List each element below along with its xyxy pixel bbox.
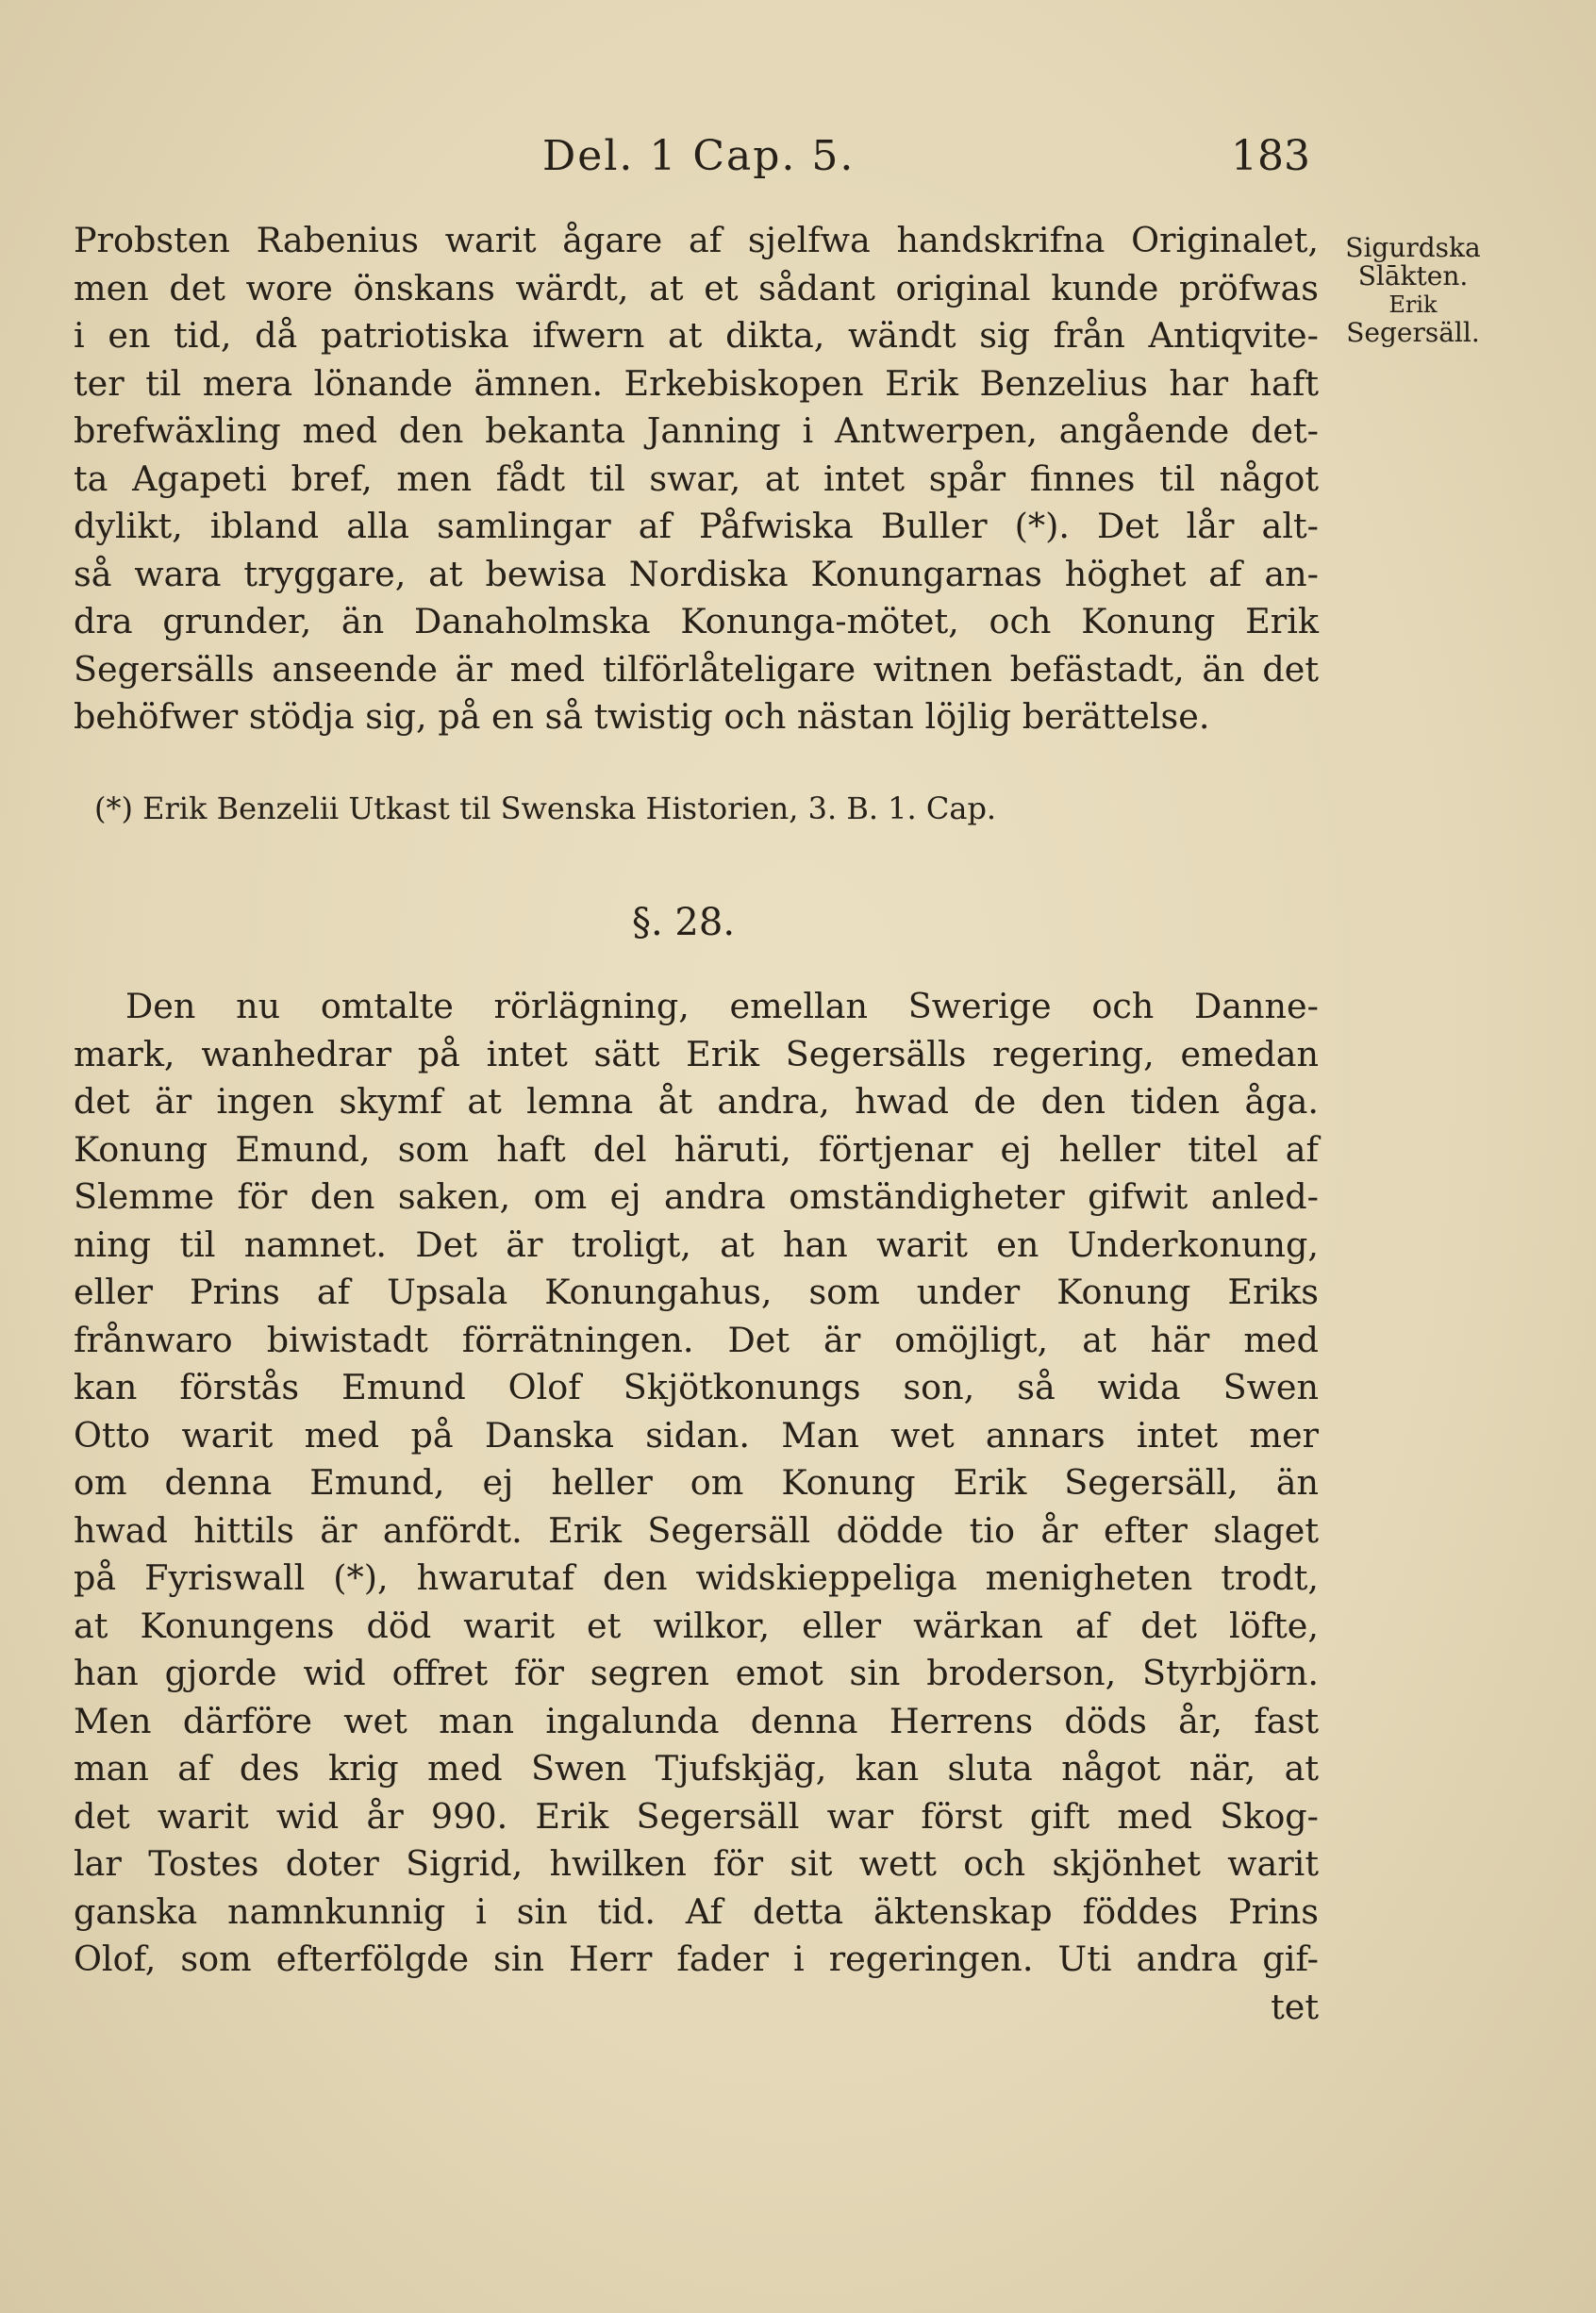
text-line: Segersälls anseende är med tilförlåteligare witnen befästadt, än det [74,648,1319,690]
text-line: Den nu omtalte rörlägning, emellan Swerige och Danne- [125,986,1319,1026]
text-line: Olof, som efterfölgde sin Herr fader i regeringen. Uti andra gif- [74,1939,1319,1979]
text-line: i en tid, då patriotiska ifwern at dikta, wändt sig från Antiqvite- [74,315,1319,356]
text-line: Slemme för den saken, om ej andra omständigheter gifwit anled- [74,1176,1319,1217]
text-line: kan förstås Emund Olof Skjötkonungs son, så wida Swen [74,1367,1319,1407]
running-title: Del. 1 Cap. 5. [542,132,856,180]
text-line: så wara tryggare, at bewisa Nordiska Konungarnas höghet af an- [74,553,1319,594]
text-line: ganska namnkunnig i sin tid. Af detta äktenskap föddes Prins [74,1890,1319,1932]
margin-note-line: Segersäll. [1346,317,1480,348]
text-line: det warit wid år 990. Erik Segersäll war först gift med Skog- [74,1795,1319,1837]
margin-note-line: Sigurdska [1345,232,1481,263]
text-line: det är ingen skymf at lemna åt andra, hwad de den tiden åga. [74,1081,1319,1122]
text-line: men det wore önskans wärdt, at et sådant original kunde pröfwas [74,267,1319,308]
paragraph-1 [74,217,1319,741]
text-line: behöfwer stödja sig, på en så twistig och nästan löjlig berättelse. [74,696,1210,737]
footnote: (*) Erik Benzelii Utkast til Swenska Historien, 3. B. 1. Cap. [94,790,997,826]
text-line: Konung Emund, som haft del häruti, förtjenar ej heller titel af [74,1128,1319,1170]
margin-note [1328,234,1498,347]
text-line: frånwaro biwistadt förrätningen. Det är omöjligt, at här med [74,1319,1319,1360]
text-line: ning til namnet. Det är troligt, at han warit en Underkonung, [74,1223,1319,1265]
text-line: man af des krig med Swen Tjufskjäg, kan sluta något när, at [74,1748,1319,1789]
margin-note-line: Erik [1388,291,1438,318]
text-line: han gjorde wid offret för segren emot sin broderson, Styrbjörn. [74,1653,1319,1693]
text-line: ter til mera lönande ämnen. Erkebiskopen Erik Benzelius har haft [74,362,1319,404]
text-line: Men därföre wet man ingalunda denna Herrens döds år, fast [74,1700,1319,1741]
running-head [75,132,1310,189]
text-line: Probsten Rabenius warit ågare af sjelfwa handskrifna Originalet, [74,220,1319,260]
text-line: hwad hittils är anfördt. Erik Segersäll dödde tio år efter slaget [74,1509,1319,1551]
text-line: om denna Emund, ej heller om Konung Erik Segersäll, än [74,1462,1319,1503]
text-line: mark, wanhedrar på intet sätt Erik Segersälls regering, emedan [74,1033,1319,1074]
text-line: brefwäxling med den bekanta Janning i Antwerpen, angående det- [74,410,1319,451]
text-line: at Konungens död warit et wilkor, eller wärkan af det löfte, [74,1605,1319,1646]
text-line: dylikt, ibland alla samlingar af Påfwiska Buller (*). Det lår alt- [74,506,1319,546]
section-heading: §. 28. [632,901,736,944]
text-line: eller Prins af Upsala Konungahus, som under Konung Eriks [74,1272,1319,1312]
catchword: tet [1271,1986,1319,2027]
text-line: ta Agapeti bref, men fådt til swar, at intet spår finnes til något [74,458,1319,499]
text-line: lar Tostes doter Sigrid, hwilken för sit wett och skjönhet warit [74,1843,1319,1884]
margin-note-line: Slākten. [1357,260,1469,291]
text-line: Otto warit med på Danska sidan. Man wet annars intet mer [74,1414,1319,1456]
page-number: 183 [1231,132,1310,180]
text-line: dra grunder, än Danaholmska Konunga-mötet, och Konung Erik [74,601,1319,641]
paragraph-2 [74,983,1319,2031]
text-line: på Fyriswall (*), hwarutaf den widskieppeliga menigheten trodt, [74,1557,1319,1598]
